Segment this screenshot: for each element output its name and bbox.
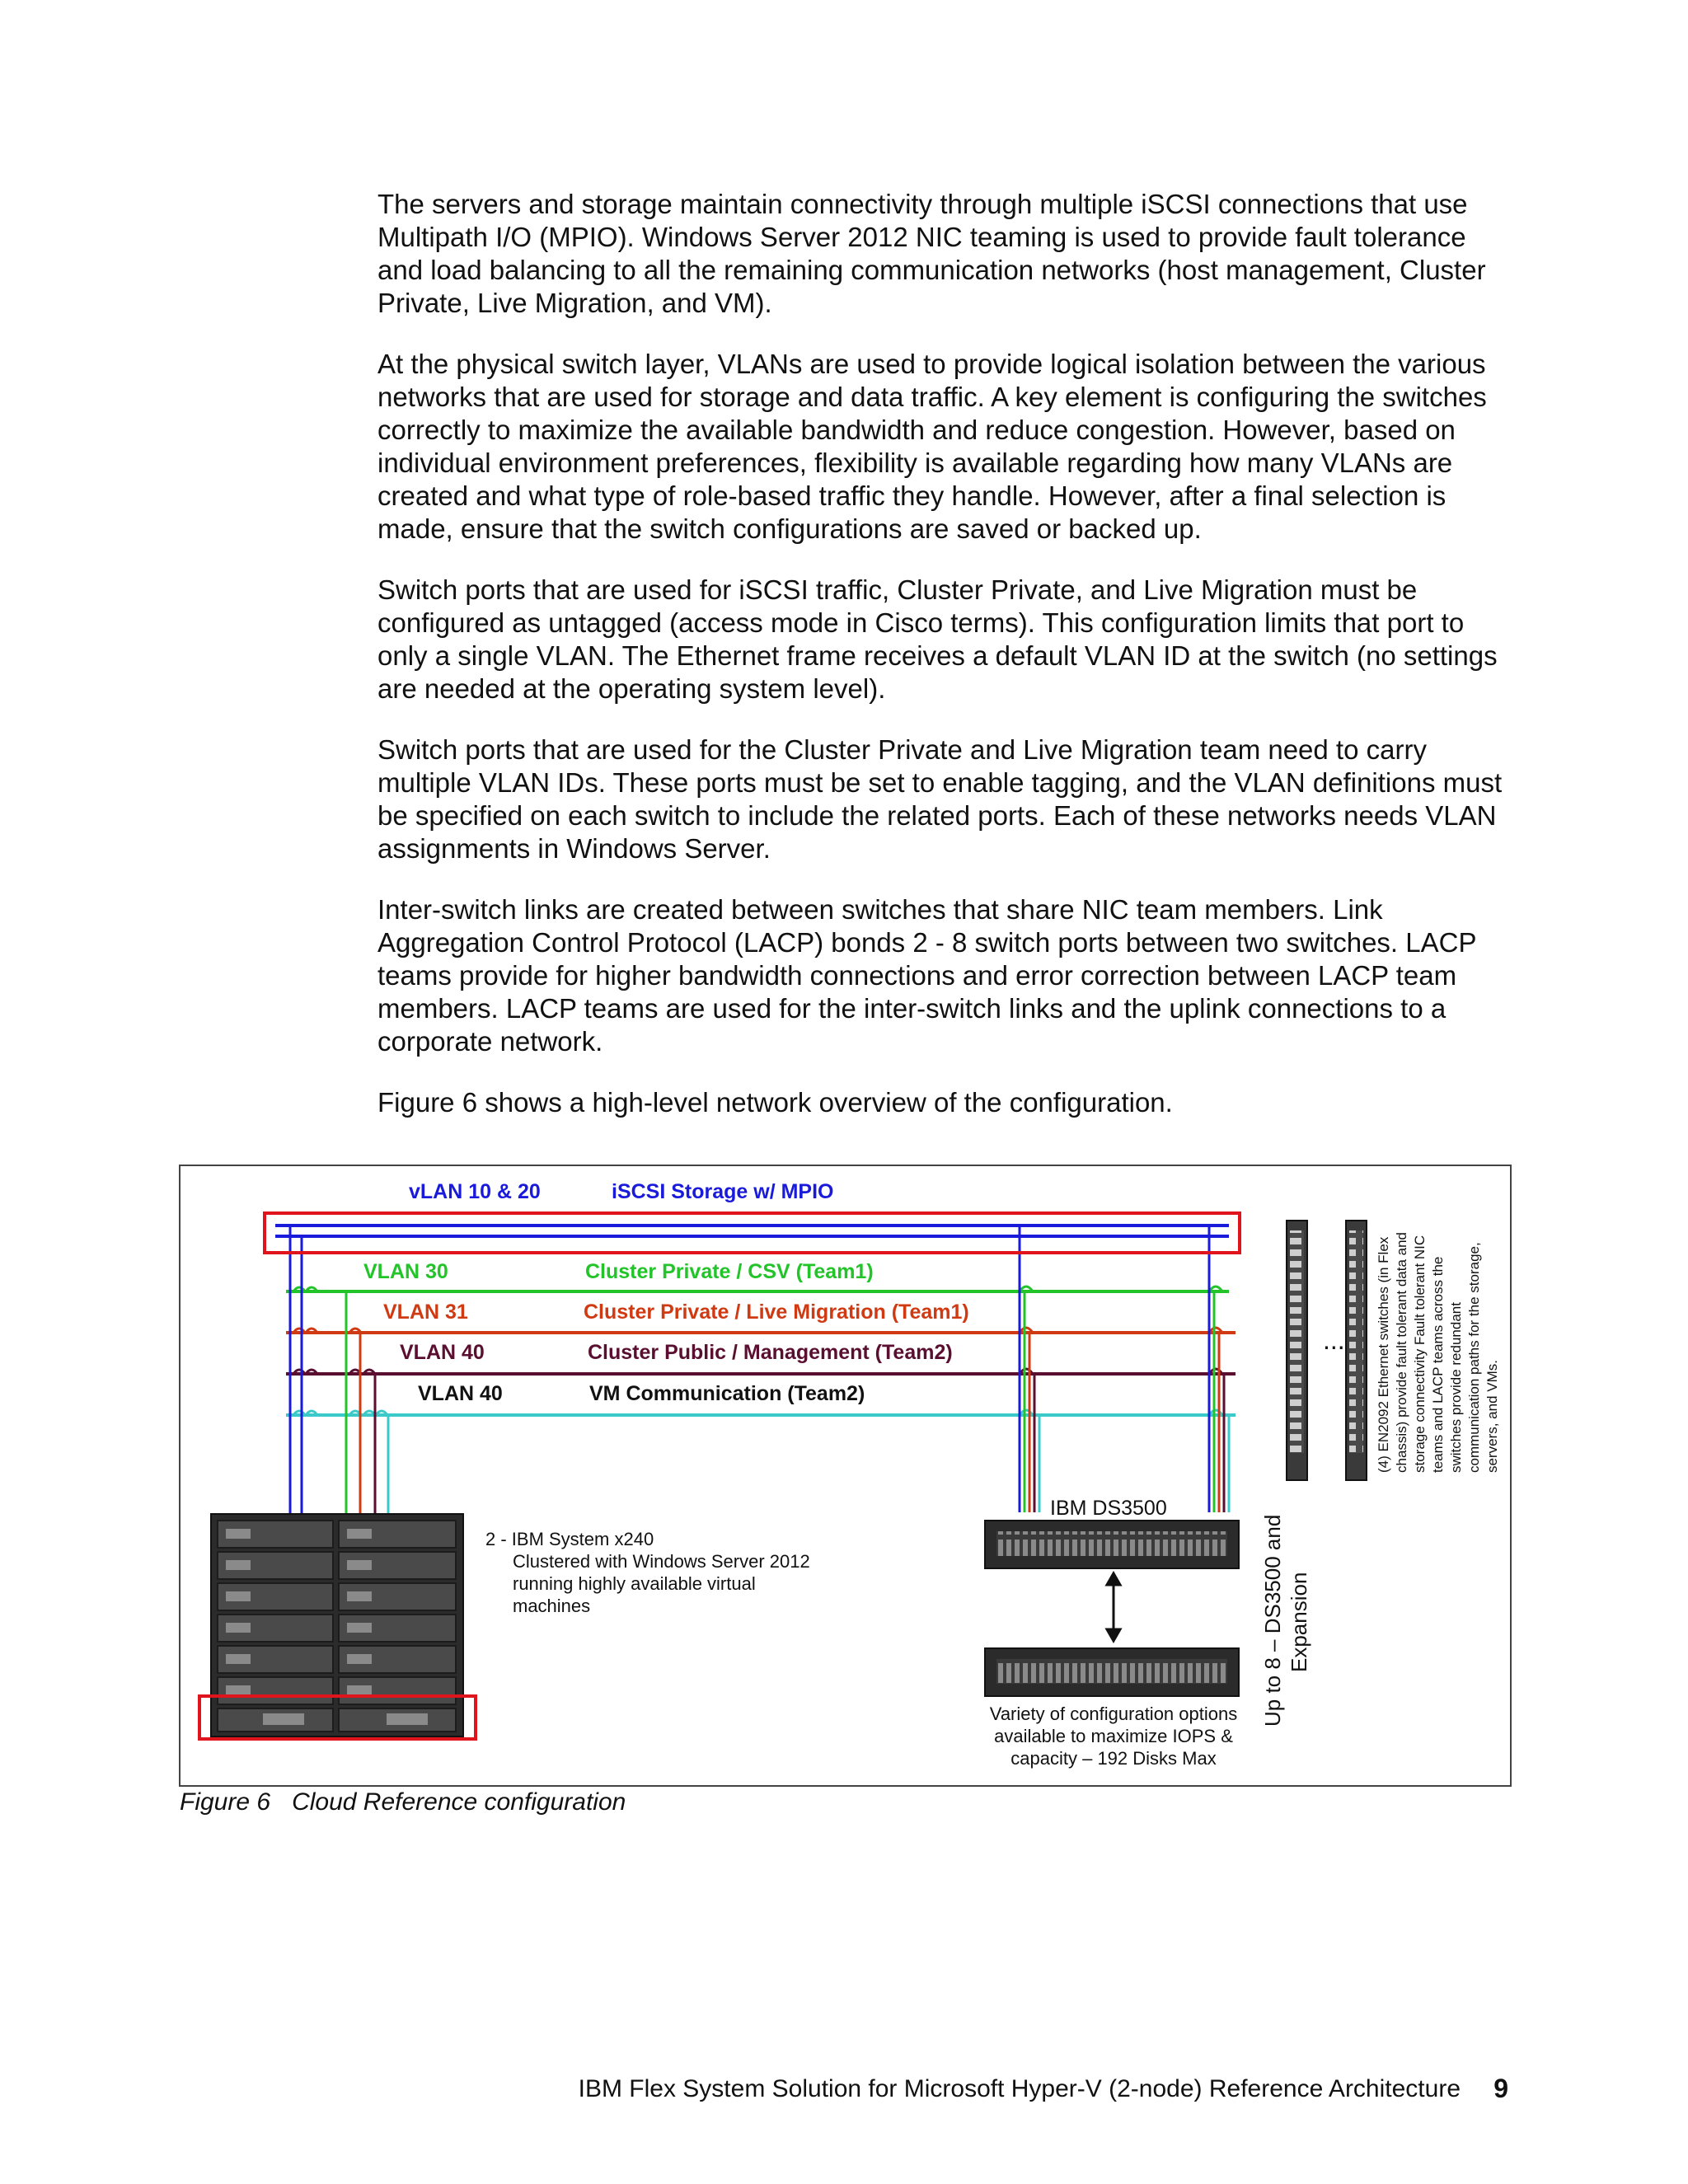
vlan-1-name: iSCSI Storage w/ MPIO [612, 1180, 834, 1203]
storage-array-expansion [985, 1648, 1239, 1696]
switch-note-line-1: (4) EN2092 Ethernet switches (in Flex [1376, 1236, 1391, 1473]
storage-note-line-3: capacity – 192 Disks Max [1010, 1748, 1217, 1769]
vlan-4-id: VLAN 40 [400, 1341, 485, 1364]
ethernet-switch [1346, 1221, 1367, 1480]
vlan-5-id: VLAN 40 [418, 1382, 503, 1405]
ethernet-switch [1287, 1221, 1307, 1480]
server-label-line-4: machines [513, 1596, 591, 1616]
paragraph: Inter-switch links are created between switches that share NIC team members. Link Aggregation Control Protocol (LACP) bonds 2 - 8 switch ports between two switches. LACP teams provide for higher bandwidth connections and error correction between LACP team members. LACP teams are used for the inter-switch links and the uplink connections to a corporate network. [377, 894, 1476, 1057]
vlan-3-id: VLAN 31 [383, 1301, 468, 1324]
paragraph: At the physical switch layer, VLANs are used to provide logical isolation between the various networks that are used for storage and data traffic. A key element is configuring the switches correctly to maximize the available bandwidth and reduce congestion. However, based on individual environment preferences, flexibility is available regarding how many VLANs are created and what type of role-based traffic they handle. However, after a final selection is made, ensure that the switch configurations are saved or backed up. [377, 349, 1487, 544]
switch-note-line-4: teams and LACP teams across the [1430, 1256, 1446, 1473]
switch-note-line-7: servers, and VMs. [1484, 1360, 1500, 1473]
vlan-4-name: Cluster Public / Management (Team2) [588, 1341, 953, 1364]
storage-label: IBM DS3500 [1050, 1497, 1167, 1520]
network-diagram [179, 1165, 1512, 1787]
switch-note-line-2: chassis) provide fault tolerant data and [1394, 1231, 1409, 1473]
switch-note-line-5: switches provide redundant [1448, 1302, 1464, 1473]
vlan-2-name: Cluster Private / CSV (Team1) [585, 1260, 874, 1283]
iscsi-highlight-box [265, 1213, 1240, 1253]
server-label-line-3: running highly available virtual [513, 1573, 756, 1594]
server-chassis [211, 1514, 463, 1736]
switch-note-line-6: communication paths for the storage, [1466, 1242, 1482, 1473]
storage-array-primary [985, 1521, 1239, 1568]
server-label-line-1: 2 - IBM System x240 [485, 1529, 654, 1549]
storage-note-line-1: Variety of configuration options [989, 1704, 1238, 1724]
paragraph: Figure 6 shows a high-level network overview of the configuration. [377, 1087, 1173, 1118]
paragraph: The servers and storage maintain connectivity through multiple iSCSI connections that use Multipath I/O (MPIO). Windows Server 2012 NIC teaming is used to provide fault tolerance and load balancing to all the remaining communication networks (host management, Cluster Private, Live Migration, and VM). [377, 189, 1486, 318]
switch-ellipsis: ... [1323, 1325, 1345, 1355]
page-number: 9 [1493, 2074, 1508, 2103]
figure-caption-text: Cloud Reference configuration [292, 1788, 626, 1816]
figure-number: Figure 6 [180, 1788, 271, 1816]
body-text [377, 188, 1515, 1147]
footer-title: IBM Flex System Solution for Microsoft Hyper-V (2-node) Reference Architecture [578, 2075, 1461, 2102]
vlan-3-name: Cluster Private / Live Migration (Team1) [584, 1301, 969, 1324]
vlan-2-id: VLAN 30 [363, 1260, 448, 1283]
vlan-5-name: VM Communication (Team2) [589, 1382, 865, 1405]
storage-note-line-2: available to maximize IOPS & [994, 1726, 1233, 1746]
server-label-line-2: Clustered with Windows Server 2012 [513, 1551, 810, 1572]
expansion-label-line-2: Expansion [1287, 1572, 1311, 1672]
expansion-label-line-1: Up to 8 – DS3500 and [1260, 1514, 1285, 1727]
paragraph: Switch ports that are used for iSCSI traffic, Cluster Private, and Live Migration must be configured as untagged (access mode in Cisco terms). This configuration limits that port to only a single VLAN. The Ethernet frame receives a default VLAN ID at the switch (no settings are needed at the operating system level). [377, 574, 1498, 704]
vlan-1-id: vLAN 10 & 20 [409, 1180, 541, 1203]
paragraph: Switch ports that are used for the Cluster Private and Live Migration team need to carry multiple VLAN IDs. These ports must be set to enable tagging, and the VLAN definitions must be specified on each switch to include the related ports. Each of these networks needs VLAN assignments in Windows Server. [377, 734, 1503, 864]
storage-link-arrow [1107, 1573, 1120, 1641]
figure-caption [180, 1788, 626, 1816]
switch-note-line-3: storage connectivity Fault tolerant NIC [1412, 1235, 1428, 1473]
